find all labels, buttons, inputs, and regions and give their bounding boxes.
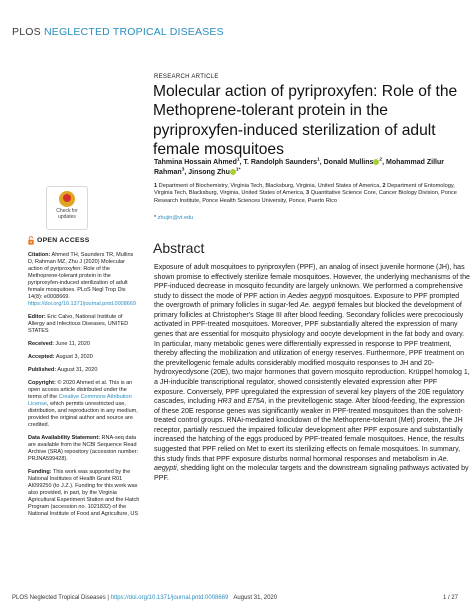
- author-name[interactable]: Tahmina Hossain Ahmed: [154, 159, 237, 166]
- email-link[interactable]: zhujin@vt.edu: [157, 215, 194, 221]
- article-sidebar: [28, 236, 140, 524]
- open-access-label: [28, 236, 140, 245]
- published-date: August 31, 2020: [56, 367, 98, 373]
- accepted-label: Accepted:: [28, 354, 55, 360]
- email-mark: *: [154, 215, 157, 221]
- crossmark-icon: [59, 191, 75, 207]
- author-affil-ref: 1: [236, 157, 240, 163]
- author-name[interactable]: , Mohammad Zillur Rahman: [154, 159, 444, 176]
- abstract-part: , in the previtellogenic stage. After blood-feeding, the expression of these 20E response genes was significantly weaker in PPF-treated mosquitoes than the solvent-treated control groups. RNAi-mediated knockdown of the Methoprene-tolerant (Met) protein, the JH receptor, partially rescued the impaired follicular development after PPF exposure and substantially increased the hatching of the eggs produced by PPF-treated female mosquitoes. Hence, the results suggested that PPF relied on Met to exert its sterilizing effects on female mosquitoes. In summary, this study finds that PPF exposure disturbs normal hormonal responses and metabolism in: [154, 398, 465, 463]
- journal-header: [12, 26, 224, 38]
- received-date: June 11, 2020: [54, 341, 90, 347]
- article-title: Molecular action of pyriproxyfen: Role of the Methoprene-tolerant protein in the pyriproxyfen-induced sterilization of adult female mosquitoes: [153, 83, 458, 159]
- corresponding-mark: *: [238, 167, 241, 173]
- species-name: Ae. aegypti: [300, 302, 336, 310]
- data-availability-block: [28, 435, 140, 463]
- footer-doi-link[interactable]: https://doi.org/10.1371/journal.pntd.0008669: [110, 595, 229, 601]
- author-list: [154, 158, 466, 177]
- footer-journal: PLOS Neglected Tropical Diseases: [12, 595, 106, 601]
- citation-text: Ahmed TH, Saunders TR, Mullins D, Rahman MZ, Zhu J (2020) Molecular action of pyriproxyfen: Role of the Methoprene-tolerant protein in the pyriproxyfen-induced sterilization of adult female mosquitoes. PLoS Negl Trop Dis 14(8): e0008669.: [28, 252, 134, 300]
- author-name[interactable]: , Jinsong Zhu: [184, 168, 230, 176]
- gene-name: HR3: [217, 398, 232, 406]
- badge-line2: updates: [58, 213, 76, 220]
- affil-number: 3: [306, 190, 310, 197]
- footer-separator: |: [105, 595, 111, 601]
- data-availability-text: RNA-seq data are available from the NCBI Sequence Read Archive (SRA) repository (accession number: PRJNA599428).: [28, 435, 139, 462]
- affil-text: Department of Biochemistry, Virginia Tech, Blacksburg, Virginia, United States of America,: [157, 183, 383, 189]
- abstract-heading: Abstract: [153, 240, 205, 256]
- funding-block: [28, 469, 140, 518]
- affil-number: 1: [154, 183, 158, 189]
- gene-name: E75A: [247, 398, 265, 406]
- published-label: Published:: [28, 367, 57, 373]
- corresponding-email: [154, 215, 193, 221]
- badge-line1: Check for: [56, 208, 78, 214]
- affiliations: [154, 183, 466, 206]
- author-affil-ref: 1: [317, 157, 320, 163]
- funding-label: Funding:: [28, 469, 52, 475]
- editor-text: Eric Calvo, National Institute of Allergy and Infectious Diseases, UNITED STATES: [28, 314, 129, 334]
- author-affil-ref: 3: [181, 167, 185, 173]
- abstract-part: mosquitoes. Exposure to PPF prompted the overgrowth of primary follicles in sugar-fed: [154, 292, 460, 310]
- affil-number: 2: [382, 183, 386, 189]
- check-for-updates-badge[interactable]: [46, 186, 88, 230]
- open-access-lock-icon: [28, 236, 34, 245]
- author-affil-ref: 2: [379, 157, 383, 163]
- abstract-part: , shedding light on the molecular targets and the downstream signaling pathways activated by PPF.: [154, 465, 469, 482]
- published-block: [28, 367, 140, 374]
- journal-name: NEGLECTED TROPICAL DISEASES: [43, 26, 224, 38]
- citation-doi-link[interactable]: https://doi.org/10.1371/journal.pntd.0008669: [28, 301, 136, 307]
- footer-date: August 31, 2020: [233, 595, 278, 601]
- page-footer: [12, 595, 462, 601]
- accepted-block: [28, 354, 140, 361]
- data-availability-label: Data Availability Statement:: [28, 435, 101, 441]
- citation-block: [28, 252, 140, 308]
- author-name[interactable]: , Donald Mullins: [319, 159, 374, 166]
- funding-text: This work was supported by the National Institutes of Health Grant R01 AI099250 (to J.Z.). Funding for this work was also provided, in part, by the Virginia Agricultural Experiment Station and the Hatch Program (accession no. 1021832) of the National Institute of Food and Agriculture, US: [28, 469, 140, 517]
- copyright-text: , which permits unrestricted use, distribution, and reproduction in any medium, provided the original author and source are credited.: [28, 401, 138, 428]
- copyright-label: Copyright:: [28, 380, 56, 386]
- abstract-part: and: [231, 398, 248, 406]
- citation-label: Citation:: [28, 252, 51, 258]
- page-number: 1 / 27: [442, 595, 458, 601]
- editor-block: [28, 314, 140, 335]
- author-affil-ref: 1: [235, 167, 239, 173]
- open-access-text: OPEN ACCESS: [37, 237, 90, 244]
- species-name: Ae. aegypti: [154, 455, 449, 473]
- species-name: Aedes aegypti: [287, 292, 333, 300]
- received-block: [28, 341, 140, 348]
- affil-text: Quantitative Science Core, Cancer Biology Division, Ponce Research Institute, Ponce Health Sciences University, Ponce, Puerto Rico: [154, 190, 457, 204]
- journal-plos: PLOS: [12, 26, 41, 38]
- affil-text: Department of Entomology, Virginia Tech, Blacksburg, Virginia, United States of America,: [154, 183, 455, 197]
- accepted-date: August 3, 2020: [54, 354, 93, 360]
- abstract-part: Exposure of adult mosquitoes to pyriproxyfen (PPF), an analog of insect juvenile hormone (JH), has shown promise to effectively sterilize female mosquitoes. However, the underlying mechanisms of the PPF-induced decrease in mosquito fecundity are largely unknown. We performed a comprehensive study to dissect the mode of PPF action in: [154, 264, 470, 300]
- copyright-text: © 2020 Ahmed et al. This is an open access article distributed under the terms of the: [28, 380, 133, 400]
- abstract-part: females but blocked the development of primary follicles at Christopher's Stage III after blood feeding. Secondary follicles were precociously activated in PPF-treated mosquitoes. Moreover, PPF substantially altered the expression of many genes that are essential for mosquito physiology and oocyte development in the fat body and ovary. In particular, many metabolic genes were differentially expressed in response to PPF treatment, thereby affecting the mobilization and utilization of energy reserves. Furthermore, PPF treatment on the previtellogenic female adults considerably modified mosquito responses to JH and 20-hydroxyecdysone (20E), two major hormones that govern mosquito reproduction. Krüppel homolog 1, a JH-inducible transcriptional regulator, showed consistently elevated expression after PPF exposure. Conversely, PPF upregulated the expression of several key players of the 20E regulatory cascades, including: [154, 302, 470, 406]
- received-label: Received:: [28, 341, 54, 347]
- copyright-block: [28, 380, 140, 429]
- article-type: RESEARCH ARTICLE: [154, 74, 219, 80]
- author-name[interactable]: , T. Randolph Saunders: [239, 159, 317, 166]
- editor-label: Editor:: [28, 314, 46, 320]
- abstract-text: [154, 263, 470, 483]
- license-link[interactable]: Creative Commons Attribution License: [28, 394, 132, 407]
